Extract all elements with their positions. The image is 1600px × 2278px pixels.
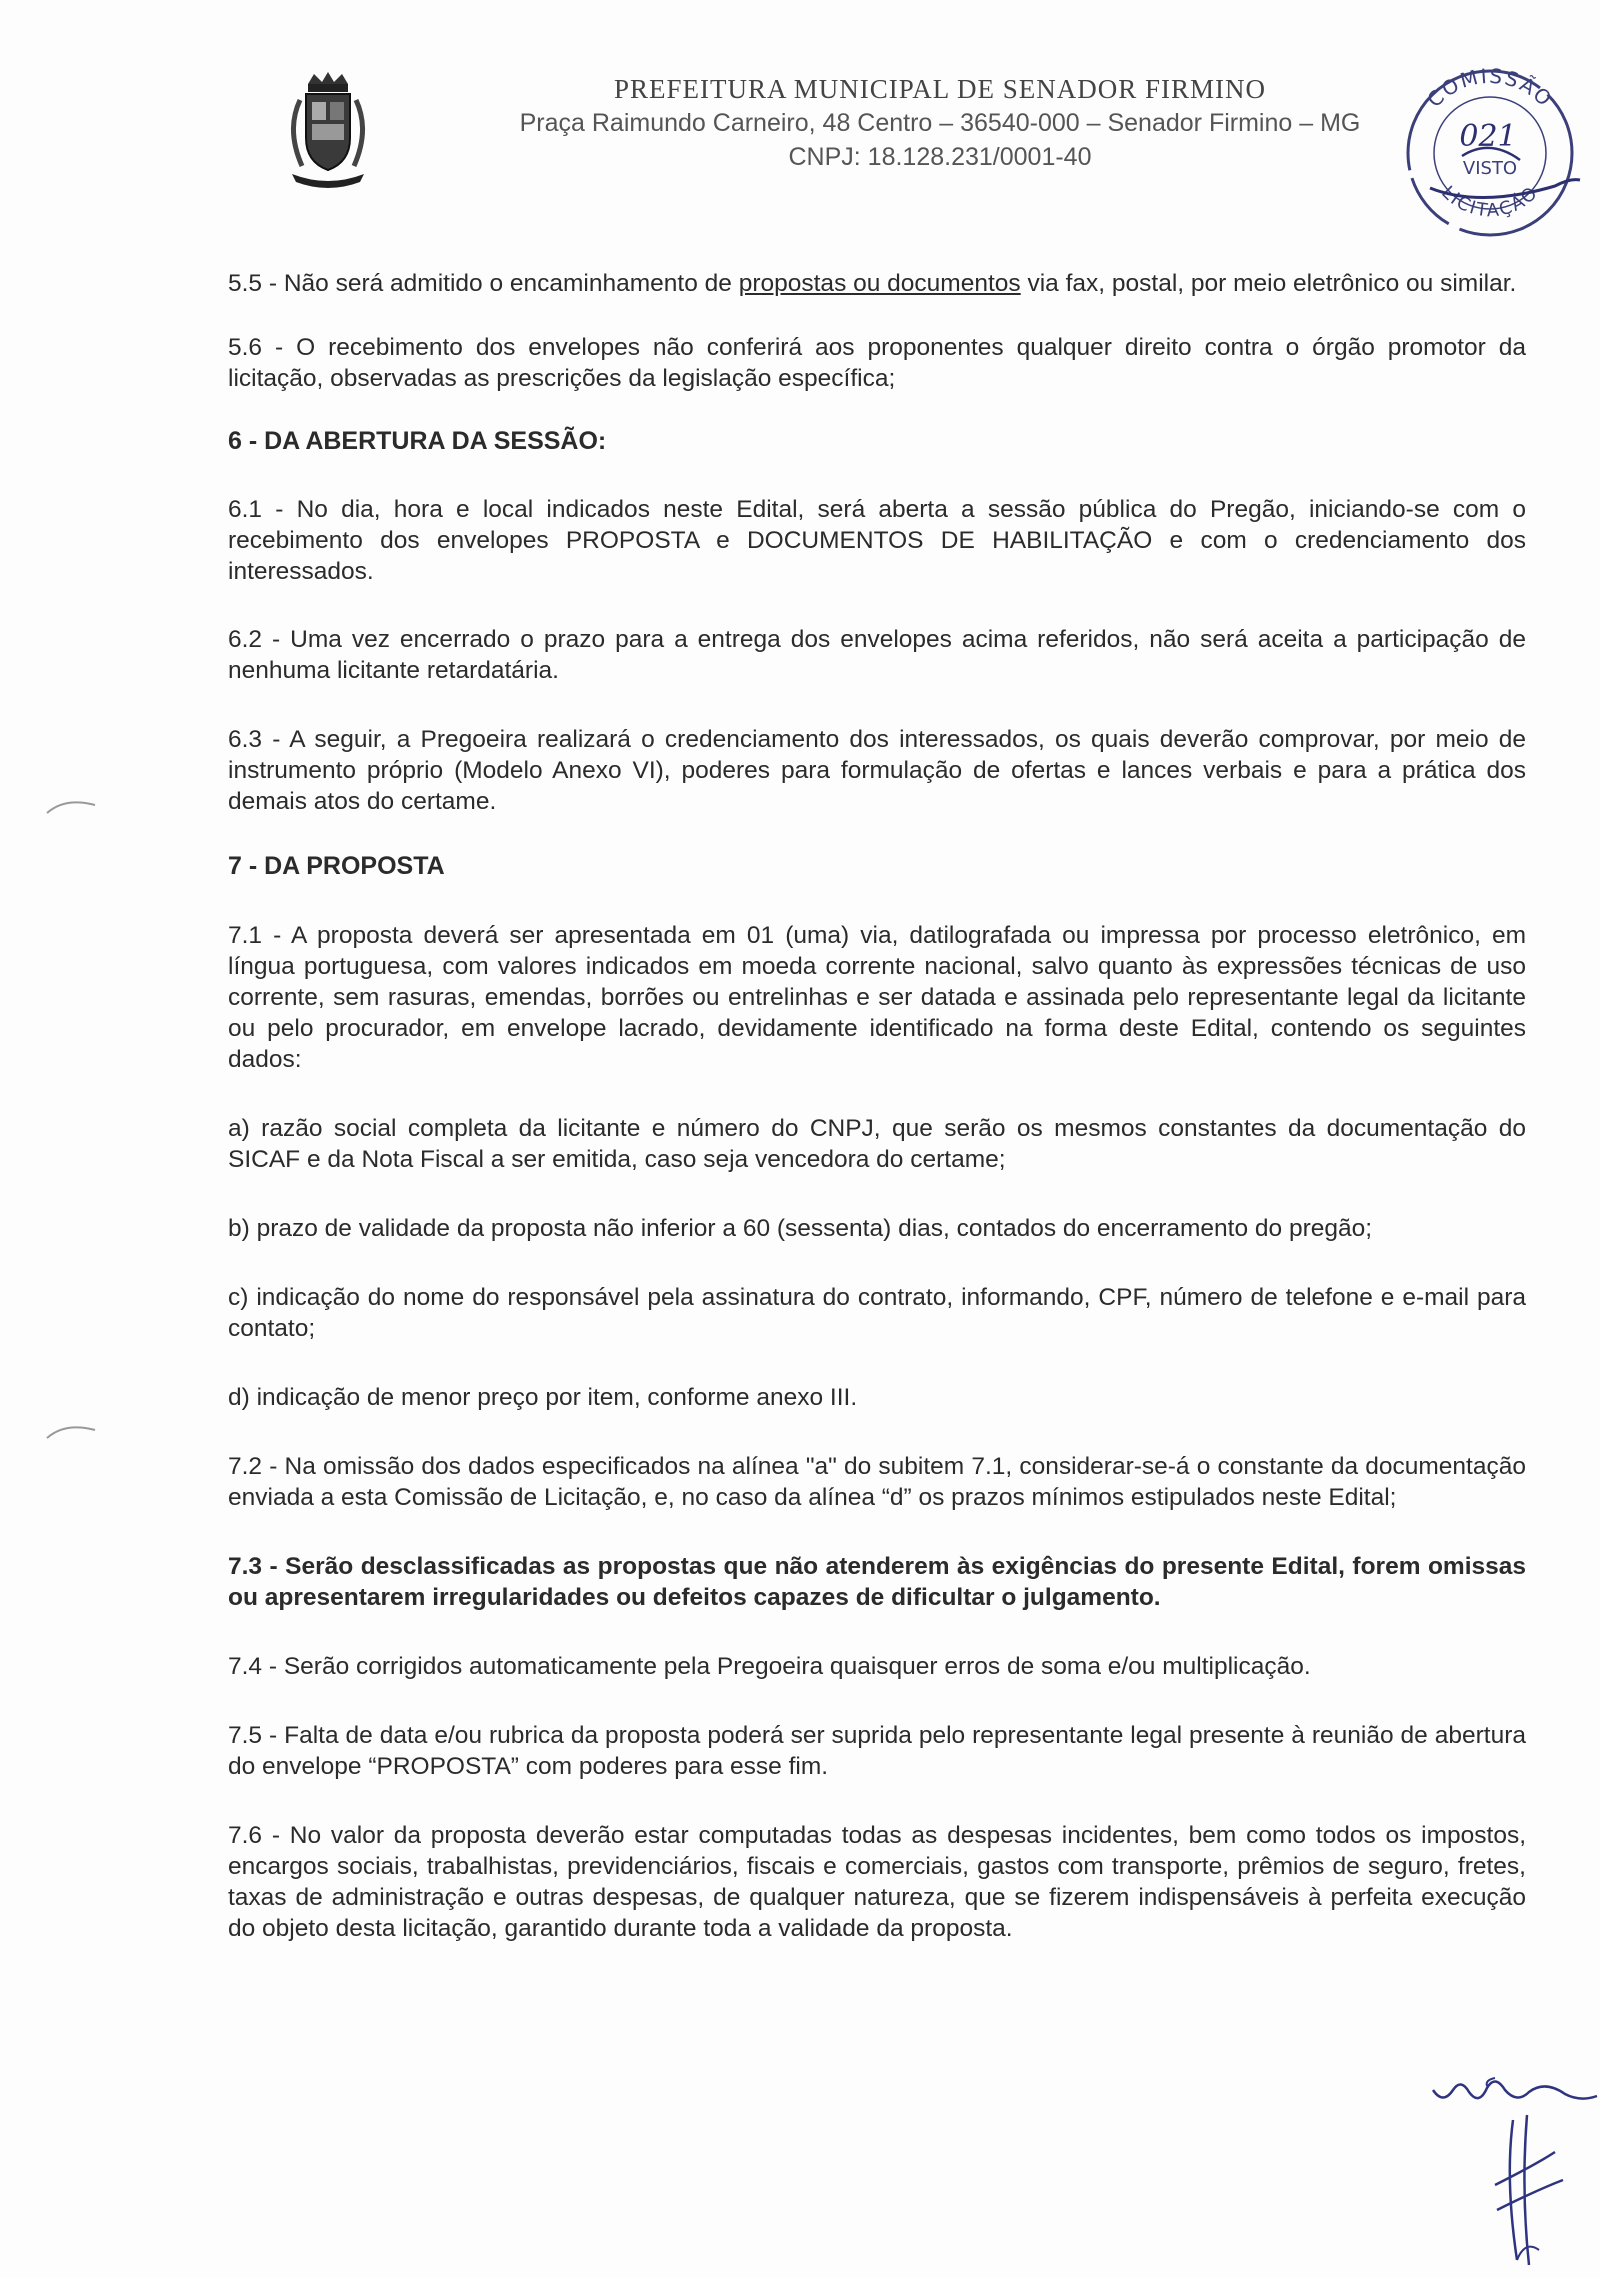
municipal-coat-of-arms-icon <box>278 70 378 190</box>
section-6-heading: 6 - DA ABERTURA DA SESSÃO: <box>228 427 607 455</box>
stamp-number: 021 <box>1459 119 1517 154</box>
municipality-name: PREFEITURA MUNICIPAL DE SENADOR FIRMINO <box>613 74 1267 104</box>
clause-7-2: 7.2 - Na omissão dos dados especificados na alínea "a" do subitem 7.1, considerar-se-á o constante da documentação enviada a esta Comissão de Licitação, e, no caso da alínea “d” os prazos mínimos estipulados neste Edital; <box>228 1453 1526 1511</box>
underlined-text: propostas ou documentos <box>738 270 1021 297</box>
clause-6-3: 6.3 - A seguir, a Pregoeira realizará o credenciamento dos interessados, os quais deverão comprovar, por meio de instrumento próprio (Modelo Anexo VI), poderes para formulação de ofertas e lances verbais e para a prática dos demais atos do certame. <box>228 726 1526 815</box>
clause-7-6: 7.6 - No valor da proposta deverão estar computadas todas as despesas incidentes, bem como todos os impostos, encargos sociais, trabalhistas, previdenciários, fiscais e comerciais, gastos com transporte, prêmios de seguro, fretes, taxas de administração e outras despesas, de qualquer natureza, que se fizerem indispensáveis à perfeita execução do objeto desta licitação, garantido durante toda a validade da proposta. <box>228 1822 1526 1942</box>
clause-6-1: 6.1 - No dia, hora e local indicados neste Edital, será aberta a sessão pública do Pregão, iniciando-se com o recebimento dos envelopes PROPOSTA e DOCUMENTOS DE HABILITAÇÃO e com o credenciamento dos interessados. <box>228 496 1526 585</box>
municipality-cnpj: CNPJ: 18.128.231/0001-40 <box>788 143 1092 171</box>
clause-5-5: 5.5 - Não será admitido o encaminhamento de propostas ou documentos via fax, postal, por meio eletrônico ou similar. <box>228 270 1517 297</box>
margin-mark-icon <box>45 1420 100 1440</box>
item-b: b) prazo de validade da proposta não inferior a 60 (sessenta) dias, contados do encerramento do pregão; <box>228 1215 1373 1242</box>
clause-7-1: 7.1 - A proposta deverá ser apresentada em 01 (uma) via, datilografada ou impressa por processo eletrônico, em língua portuguesa, com valores indicados em moeda corrente nacional, salvo quanto às expressões técnicas de uso corrente, sem rasuras, emendas, borrões ou entrelinhas e ser datada e assinada pelo representante legal da licitante ou pelo procurador, em envelope lacrado, devidamente identificado na forma deste Edital, contendo os seguintes dados: <box>228 922 1526 1073</box>
item-c: c) indicação do nome do responsável pela assinatura do contrato, informando, CPF, número de telefone e e-mail para contato; <box>228 1284 1526 1342</box>
stamp-visto: VISTO <box>1462 158 1518 179</box>
clause-7-3: 7.3 - Serão desclassificadas as propostas que não atenderem às exigências do presente Edital, forem omissas ou apresentarem irregularidades ou defeitos capazes de dificultar o julgamento. <box>228 1553 1526 1611</box>
commission-stamp <box>1380 58 1600 238</box>
item-d: d) indicação de menor preço por item, conforme anexo III. <box>228 1384 858 1411</box>
clause-5-6: 5.6 - O recebimento dos envelopes não conferirá aos proponentes qualquer direito contra o órgão promotor da licitação, observadas as prescrições da legislação específica; <box>228 334 1526 392</box>
svg-text:LICITAÇÃO <box>1437 182 1543 222</box>
handwritten-signature <box>1425 2070 1600 2270</box>
item-a: a) razão social completa da licitante e número do CNPJ, que serão os mesmos constantes da documentação do SICAF e da Nota Fiscal a ser emitida, caso seja vencedora do certame; <box>228 1115 1526 1173</box>
margin-mark-icon <box>45 795 100 815</box>
clause-7-5: 7.5 - Falta de data e/ou rubrica da proposta poderá ser suprida pelo representante legal presente à reunião de abertura do envelope “PROPOSTA” com poderes para esse fim. <box>228 1722 1526 1780</box>
stamp-top-text: COMISSÃO <box>1422 63 1558 112</box>
letterhead-text <box>440 72 1440 174</box>
clause-6-2: 6.2 - Uma vez encerrado o prazo para a entrega dos envelopes acima referidos, não será aceita a participação de nenhuma licitante retardatária. <box>228 626 1526 684</box>
section-7-heading: 7 - DA PROPOSTA <box>228 852 445 880</box>
clause-7-4: 7.4 - Serão corrigidos automaticamente pela Pregoeira quaisquer erros de soma e/ou multiplicação. <box>228 1653 1311 1680</box>
municipality-address: Praça Raimundo Carneiro, 48 Centro – 36540-000 – Senador Firmino – MG <box>519 109 1361 137</box>
letterhead <box>0 0 1600 240</box>
stamp-bottom-text: LICITAÇÃO <box>1437 181 1543 222</box>
document-body <box>228 262 1526 1944</box>
